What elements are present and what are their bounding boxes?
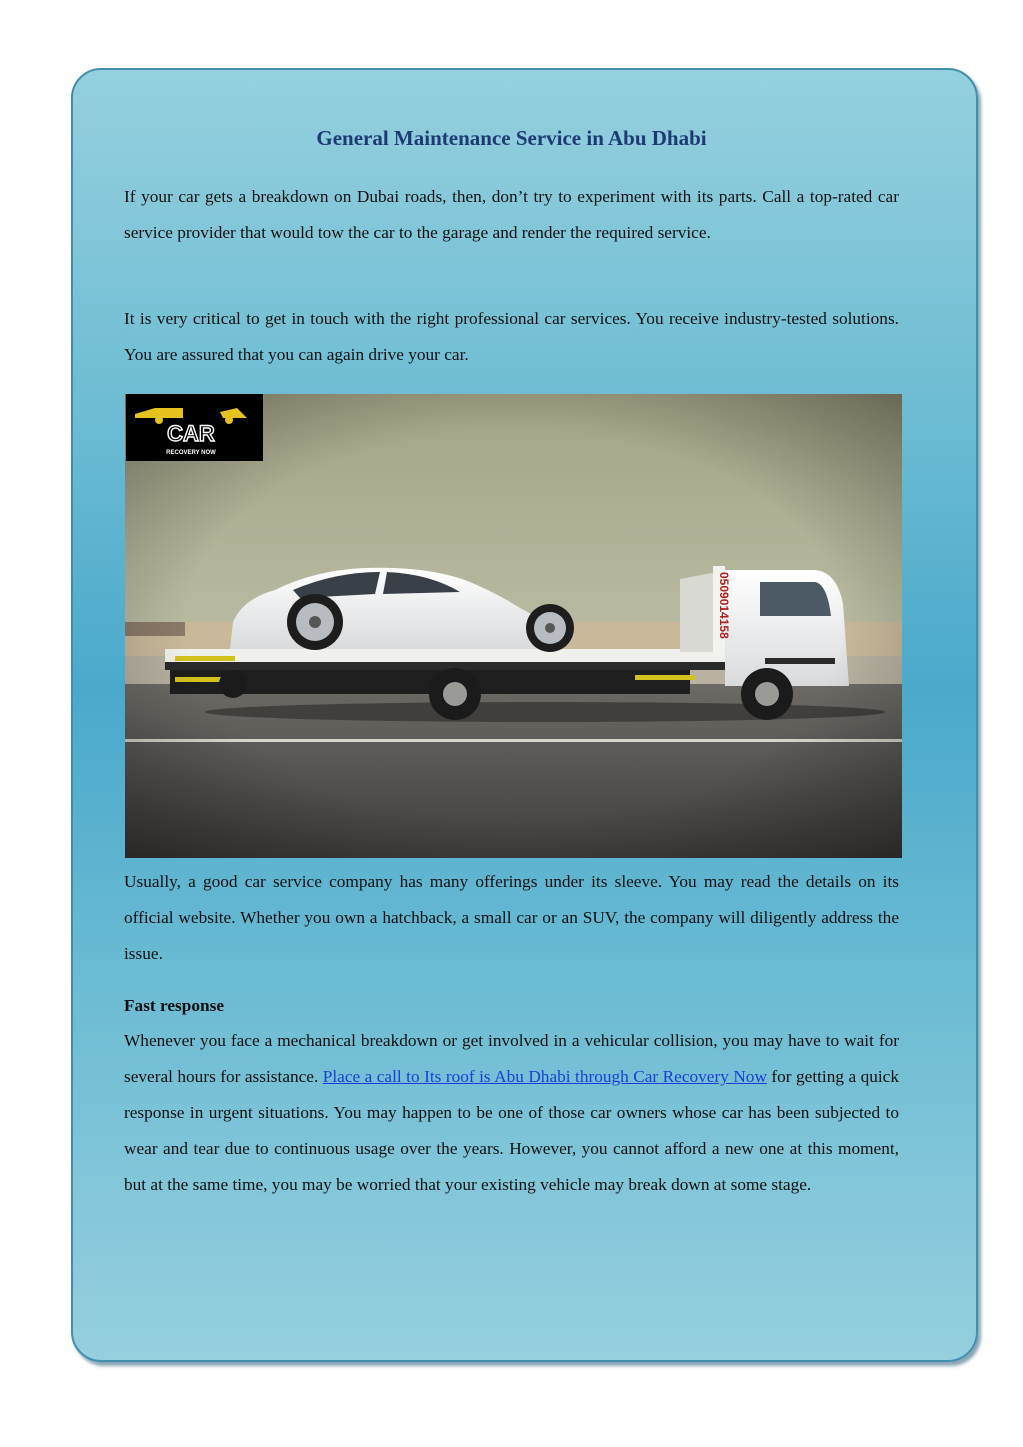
intro-paragraph-2: It is very critical to get in touch with the right professional car services. You receive industry-tested solutions. You are assured that you can again drive your car. xyxy=(124,309,899,364)
body-paragraph: Usually, a good car service company has many offerings under its sleeve. You may read the details on its official website. Whether you own a hatchback, a small car or an SUV, the company will diligently address the issue. xyxy=(124,872,899,963)
section-paragraph xyxy=(124,1023,899,1203)
page-title: General Maintenance Service in Abu Dhabi xyxy=(316,126,707,150)
tow-truck-photo xyxy=(125,394,902,858)
logo-text: CAR xyxy=(167,421,215,446)
section-text-before: Whenever you face a mechanical breakdown or get involved in a vehicular collision, you may have to wait for several hours for assistance. xyxy=(124,1031,899,1086)
car-recovery-link[interactable]: Place a call to Its roof is Abu Dhabi through Car Recovery Now xyxy=(322,1067,767,1086)
section-heading: Fast response xyxy=(124,996,225,1015)
intro-paragraph-1: If your car gets a breakdown on Dubai roads, then, don’t try to experiment with its parts. Call a top-rated car service provider that would tow the car to the garage and render the required service. xyxy=(124,187,899,242)
logo-subtext: RECOVERY NOW xyxy=(166,450,216,456)
section-text-after: for getting a quick response in urgent situations. You may happen to be one of those car owners whose car has been subjected to wear and tear due to continuous usage over the years. However, you cannot afford a new one at this moment, but at the same time, you may be worried that your existing vehicle may break down at some stage. xyxy=(124,1067,899,1194)
